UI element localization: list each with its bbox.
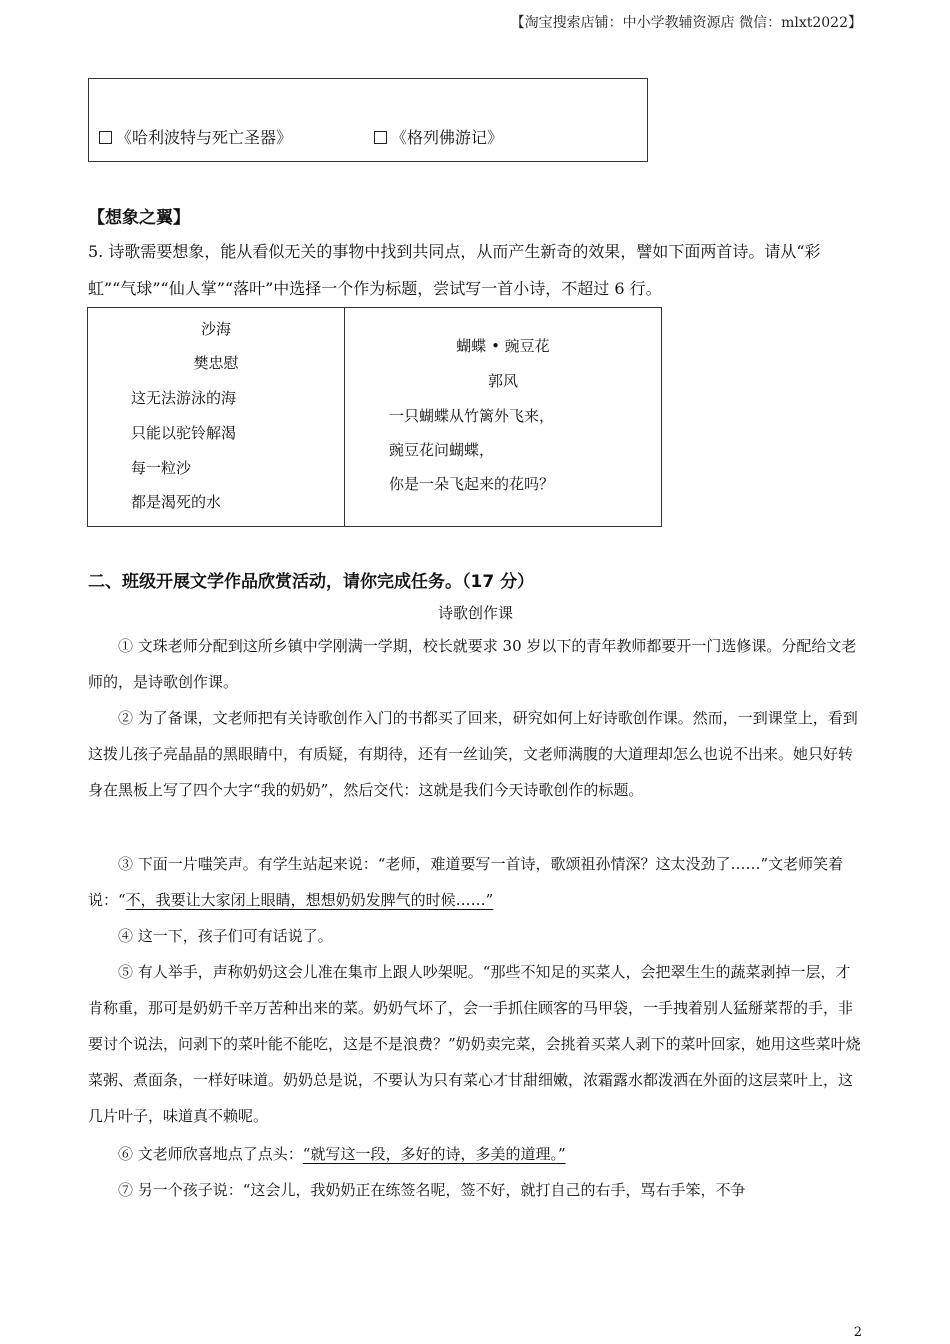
poem-cell-sand-sea bbox=[88, 308, 345, 526]
option-label: 《哈利波特与死亡圣器》 bbox=[116, 128, 293, 147]
poem-line: 你是一朵飞起来的花吗？ bbox=[389, 475, 555, 493]
poem-line: 都是渴死的水 bbox=[131, 493, 222, 511]
option-harry-potter[interactable] bbox=[99, 125, 292, 148]
poem-table bbox=[87, 307, 662, 527]
underlined-quote: “就写这一段，多好的诗，多美的道理。” bbox=[302, 1145, 566, 1163]
poem-line: 一只蝴蝶从竹篱外飞来， bbox=[389, 407, 555, 425]
poem-line: 这无法游泳的海 bbox=[131, 389, 237, 407]
section-2-heading: 二、班级开展文学作品欣赏活动，请你完成任务。（17 分） bbox=[88, 572, 535, 592]
checkbox-icon[interactable] bbox=[374, 131, 387, 144]
option-label: 《格列佛游记》 bbox=[391, 128, 504, 147]
paragraph-3-text: ③ 下面一片嗤笑声。有学生站起来说：“老师，难道要写一首诗，歌颂祖孙情深？这太没劲了……”文老师笑着说：“ bbox=[88, 855, 844, 909]
poem-title: 蝴蝶 • 豌豆花 bbox=[456, 337, 550, 355]
poem-line: 每一粒沙 bbox=[131, 459, 192, 477]
poem-author: 郭风 bbox=[487, 372, 518, 390]
paragraph-2: ② 为了备课，文老师把有关诗歌创作入门的书都买了回来，研究如何上好诗歌创作课。然而，一到课堂上，看到这拨儿孩子亮晶晶的黑眼睛中，有质疑，有期待，还有一丝讪笑，文老师满腹的大道理却怎么也说不出来。她只好转身在黑板上写了四个大字“我的奶奶”，然后交代：这就是我们今天诗歌创作的标题。 bbox=[88, 709, 858, 799]
poem-author: 樊忠慰 bbox=[193, 354, 239, 372]
paragraph-7: ⑦ 另一个孩子说：“这会儿，我奶奶正在练签名呢，签不好，就打自己的右手，骂右手笨，不争 bbox=[118, 1181, 746, 1199]
book-options-box bbox=[88, 78, 648, 162]
page-header: 【淘宝搜索店铺：中小学教辅资源店 微信：mlxt2022】 bbox=[510, 15, 862, 31]
poem-cell-butterfly bbox=[345, 308, 661, 526]
page-number: 2 bbox=[853, 1325, 862, 1340]
section-imagination-heading: 【想象之翼】 bbox=[88, 208, 190, 228]
question-5-line-2: 虹”“气球”“仙人掌”“落叶”中选择一个作为标题，尝试写一首小诗，不超过 6 行。 bbox=[88, 279, 662, 298]
option-gulliver[interactable] bbox=[374, 125, 503, 148]
underlined-quote: 不，我要让大家闭上眼睛，想想奶奶发脾气的时候……” bbox=[125, 891, 494, 909]
paragraph-6 bbox=[88, 1136, 863, 1172]
poem-line: 豌豆花问蝴蝶， bbox=[389, 441, 495, 459]
paragraph-4: ④ 这一下，孩子们可有话说了。 bbox=[118, 927, 333, 945]
poem-title: 沙海 bbox=[200, 320, 231, 338]
paragraph-3 bbox=[88, 846, 863, 918]
checkbox-icon[interactable] bbox=[99, 131, 112, 144]
paragraph-5: ⑤ 有人举手，声称奶奶这会儿准在集市上跟人吵架呢。“那些不知足的买菜人，会把翠生生的蔬菜剥掉一层，才肯称重，那可是奶奶千辛万苦种出来的菜。奶奶气坏了，会一手抓住顾客的马甲袋，一手拽着别人猛掰菜帮的手，非要讨个说法，问剥下的菜叶能不能吃，这是不是浪费？”奶奶卖完菜，会挑着买菜人剥下的菜叶回家，她用这些菜叶烧菜粥、煮面条，一样好味道。奶奶总是说，不要认为只有菜心才甘甜细嫩，浓霜露水都泼洒在外面的这层菜叶上，这几片叶子，味道真不赖呢。 bbox=[88, 963, 861, 1125]
paragraph-1: ① 文珠老师分配到这所乡镇中学刚满一学期，校长就要求 30 岁以下的青年教师都要开一门选修课。分配给文老师的，是诗歌创作课。 bbox=[88, 637, 857, 691]
paragraph-6-text: ⑥ 文老师欣喜地点了点头： bbox=[118, 1145, 303, 1163]
poem-line: 只能以驼铃解渴 bbox=[131, 424, 237, 442]
question-5-line-1: 5. 诗歌需要想象，能从看似无关的事物中找到共同点，从而产生新奇的效果，譬如下面两首诗。请从“彩 bbox=[88, 242, 821, 261]
article-title: 诗歌创作课 bbox=[437, 604, 513, 622]
